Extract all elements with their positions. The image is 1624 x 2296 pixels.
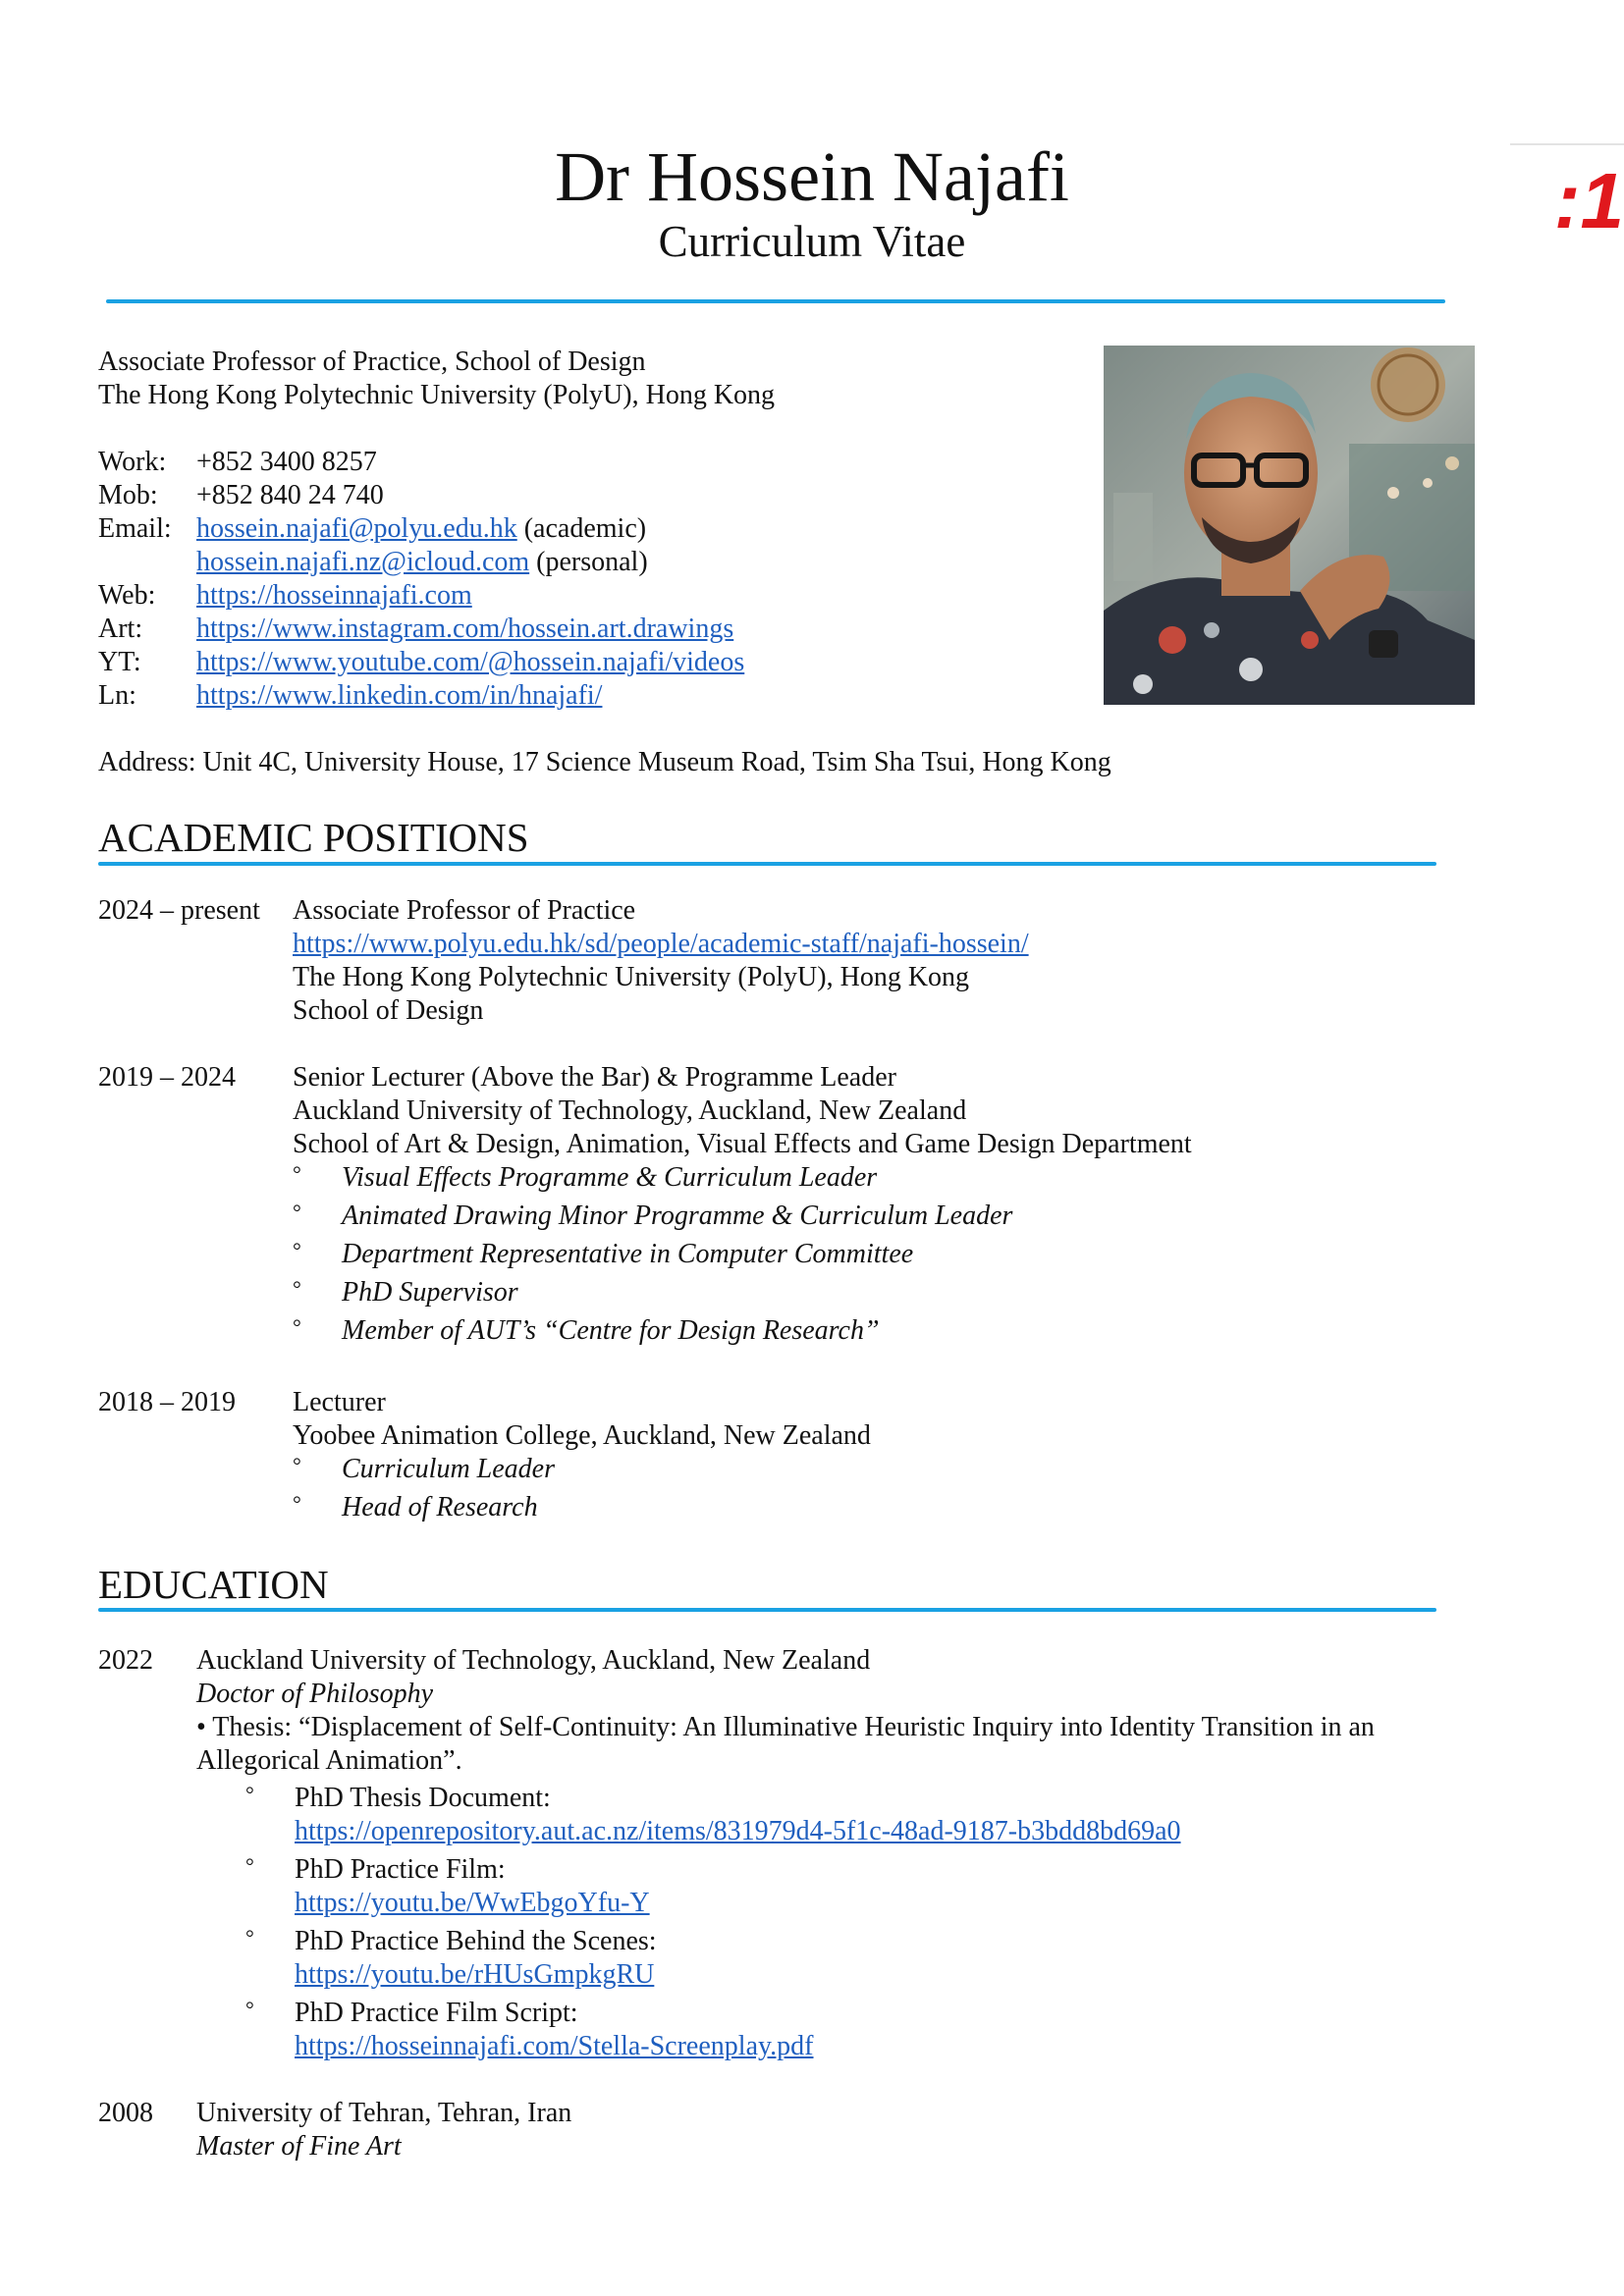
contact-work bbox=[98, 446, 1080, 479]
education-institution: University of Tehran, Tehran, Iran bbox=[196, 2098, 572, 2128]
cv-name: Dr Hossein Najafi bbox=[555, 137, 1069, 216]
work-phone: +852 3400 8257 bbox=[196, 447, 377, 477]
linkedin-link[interactable]: https://www.linkedin.com/in/hnajafi/ bbox=[196, 680, 603, 711]
position-dept: School of Art & Design, Animation, Visual Effects and Game Design Department bbox=[293, 1129, 1192, 1159]
education-list bbox=[98, 1644, 1571, 2163]
academic-positions-divider bbox=[98, 862, 1436, 866]
list-item bbox=[245, 1925, 1375, 1992]
position-title: Lecturer bbox=[293, 1387, 386, 1417]
position-title: Associate Professor of Practice bbox=[293, 895, 636, 926]
bullet-icon: ° bbox=[245, 1997, 254, 2021]
education-institution: Auckland University of Technology, Auckland, New Zealand bbox=[196, 1645, 871, 1676]
position-dept: School of Design bbox=[293, 995, 484, 1026]
bullet-icon: ° bbox=[245, 1853, 254, 1878]
header-divider bbox=[106, 299, 1445, 303]
education-divider bbox=[98, 1608, 1436, 1612]
contact-email-academic bbox=[98, 512, 1080, 546]
thesis-item-label: PhD Practice Film: bbox=[295, 1854, 506, 1885]
position-entry bbox=[98, 894, 1532, 1028]
film-script-link[interactable]: https://hosseinnajafi.com/Stella-Screenplay.pdf bbox=[295, 2031, 814, 2061]
role-item: Department Representative in Computer Committee bbox=[342, 1239, 914, 1269]
contact-label: Ln: bbox=[98, 680, 136, 711]
contact-mobile bbox=[98, 479, 1080, 512]
cv-subtitle: Curriculum Vitae bbox=[658, 217, 966, 266]
list-item bbox=[293, 1238, 1192, 1276]
education-entry bbox=[98, 2097, 1571, 2163]
position-org: Auckland University of Technology, Auckland, New Zealand bbox=[293, 1095, 967, 1126]
bullet-icon: ° bbox=[293, 1453, 301, 1477]
youtube-link[interactable]: https://www.youtube.com/@hossein.najafi/videos bbox=[196, 647, 745, 677]
contact-label: Art: bbox=[98, 614, 143, 644]
email-note: (personal) bbox=[529, 547, 648, 577]
list-item bbox=[293, 1453, 871, 1491]
education-degree: Doctor of Philosophy bbox=[196, 1679, 434, 1709]
position-title: Senior Lecturer (Above the Bar) & Programme Leader bbox=[293, 1062, 896, 1093]
list-item bbox=[245, 1853, 1375, 1920]
page-number: :1 bbox=[1553, 157, 1624, 244]
contact-label: Web: bbox=[98, 580, 156, 611]
thesis-item-label: PhD Thesis Document: bbox=[295, 1783, 551, 1813]
role-item: Visual Effects Programme & Curriculum Leader bbox=[342, 1162, 878, 1193]
bullet-icon: ° bbox=[293, 1276, 301, 1301]
email-note: (academic) bbox=[516, 513, 647, 544]
position-org: The Hong Kong Polytechnic University (PolyU), Hong Kong bbox=[293, 962, 970, 992]
email-personal-link[interactable]: hossein.najafi.nz@icloud.com bbox=[196, 547, 530, 577]
education-entry bbox=[98, 1644, 1571, 2063]
mobile-phone: +852 840 24 740 bbox=[196, 480, 384, 510]
bullet-icon: ° bbox=[293, 1491, 301, 1516]
contact-label: Email: bbox=[98, 513, 172, 544]
email-academic-link[interactable]: hossein.najafi@polyu.edu.hk bbox=[196, 513, 517, 544]
education-year: 2022 bbox=[98, 1645, 153, 1676]
contact-label: YT: bbox=[98, 647, 141, 677]
contact-label: Mob: bbox=[98, 480, 158, 510]
academic-positions-heading: ACADEMIC POSITIONS bbox=[98, 815, 529, 860]
contact-linkedin bbox=[98, 679, 1080, 713]
list-item bbox=[245, 1782, 1375, 1848]
bullet-icon: ° bbox=[293, 1314, 301, 1339]
contact-label bbox=[98, 546, 196, 579]
intro-block bbox=[98, 346, 1111, 779]
thesis-item-label: PhD Practice Film Script: bbox=[295, 1998, 578, 2028]
bullet-icon: ° bbox=[293, 1238, 301, 1262]
bullet-icon: ° bbox=[245, 1782, 254, 1806]
list-item bbox=[293, 1276, 1192, 1314]
list-item bbox=[245, 1997, 1375, 2063]
list-item bbox=[293, 1314, 1192, 1353]
role-item: Animated Drawing Minor Programme & Curriculum Leader bbox=[342, 1201, 1013, 1231]
list-item bbox=[293, 1491, 871, 1529]
thesis-title-cont: Allegorical Animation”. bbox=[196, 1745, 462, 1776]
role-item: Member of AUT’s “Centre for Design Research” bbox=[342, 1315, 880, 1346]
list-item bbox=[293, 1200, 1192, 1238]
education-heading: EDUCATION bbox=[98, 1562, 329, 1607]
page-corner-rule bbox=[1510, 143, 1624, 145]
bullet-icon: ° bbox=[293, 1200, 301, 1224]
academic-positions-list bbox=[98, 894, 1532, 1529]
list-item bbox=[293, 1161, 1192, 1200]
education-degree: Master of Fine Art bbox=[196, 2131, 402, 2162]
role-item: Head of Research bbox=[342, 1492, 538, 1522]
position-years: 2024 – present bbox=[98, 895, 260, 926]
thesis-document-link[interactable]: https://openrepository.aut.ac.nz/items/831979d4-5f1c-48ad-9187-b3bdd8bd69a0 bbox=[295, 1816, 1181, 1846]
education-year: 2008 bbox=[98, 2098, 153, 2128]
contact-web bbox=[98, 579, 1080, 613]
position-entry bbox=[98, 1061, 1532, 1353]
position-years: 2019 – 2024 bbox=[98, 1062, 236, 1093]
contact-label: Work: bbox=[98, 447, 167, 477]
intro-institution: The Hong Kong Polytechnic University (PolyU), Hong Kong bbox=[98, 380, 776, 410]
practice-film-link[interactable]: https://youtu.be/WwEbgoYfu-Y bbox=[295, 1888, 650, 1918]
position-entry bbox=[98, 1386, 1532, 1529]
thesis-title: • Thesis: “Displacement of Self-Continuity: An Illuminative Heuristic Inquiry into Identity Transition in an bbox=[196, 1712, 1375, 1742]
polyu-profile-link[interactable]: https://www.polyu.edu.hk/sd/people/academic-staff/najafi-hossein/ bbox=[293, 929, 1029, 959]
thesis-item-label: PhD Practice Behind the Scenes: bbox=[295, 1926, 657, 1956]
bullet-icon: ° bbox=[245, 1925, 254, 1949]
role-item: PhD Supervisor bbox=[342, 1277, 518, 1308]
website-link[interactable]: https://hosseinnajafi.com bbox=[196, 580, 472, 611]
contact-email-personal bbox=[98, 546, 1080, 579]
intro-position: Associate Professor of Practice, School of Design bbox=[98, 347, 646, 377]
behind-scenes-link[interactable]: https://youtu.be/rHUsGmpkgRU bbox=[295, 1959, 655, 1990]
profile-photo bbox=[1104, 346, 1475, 705]
contact-youtube bbox=[98, 646, 1080, 679]
address: Address: Unit 4C, University House, 17 Science Museum Road, Tsim Sha Tsui, Hong Kong bbox=[98, 747, 1111, 777]
bullet-icon: ° bbox=[293, 1161, 301, 1186]
contact-art bbox=[98, 613, 1080, 646]
position-org: Yoobee Animation College, Auckland, New Zealand bbox=[293, 1420, 871, 1451]
instagram-link[interactable]: https://www.instagram.com/hossein.art.drawings bbox=[196, 614, 734, 644]
role-item: Curriculum Leader bbox=[342, 1454, 555, 1484]
position-years: 2018 – 2019 bbox=[98, 1387, 236, 1417]
